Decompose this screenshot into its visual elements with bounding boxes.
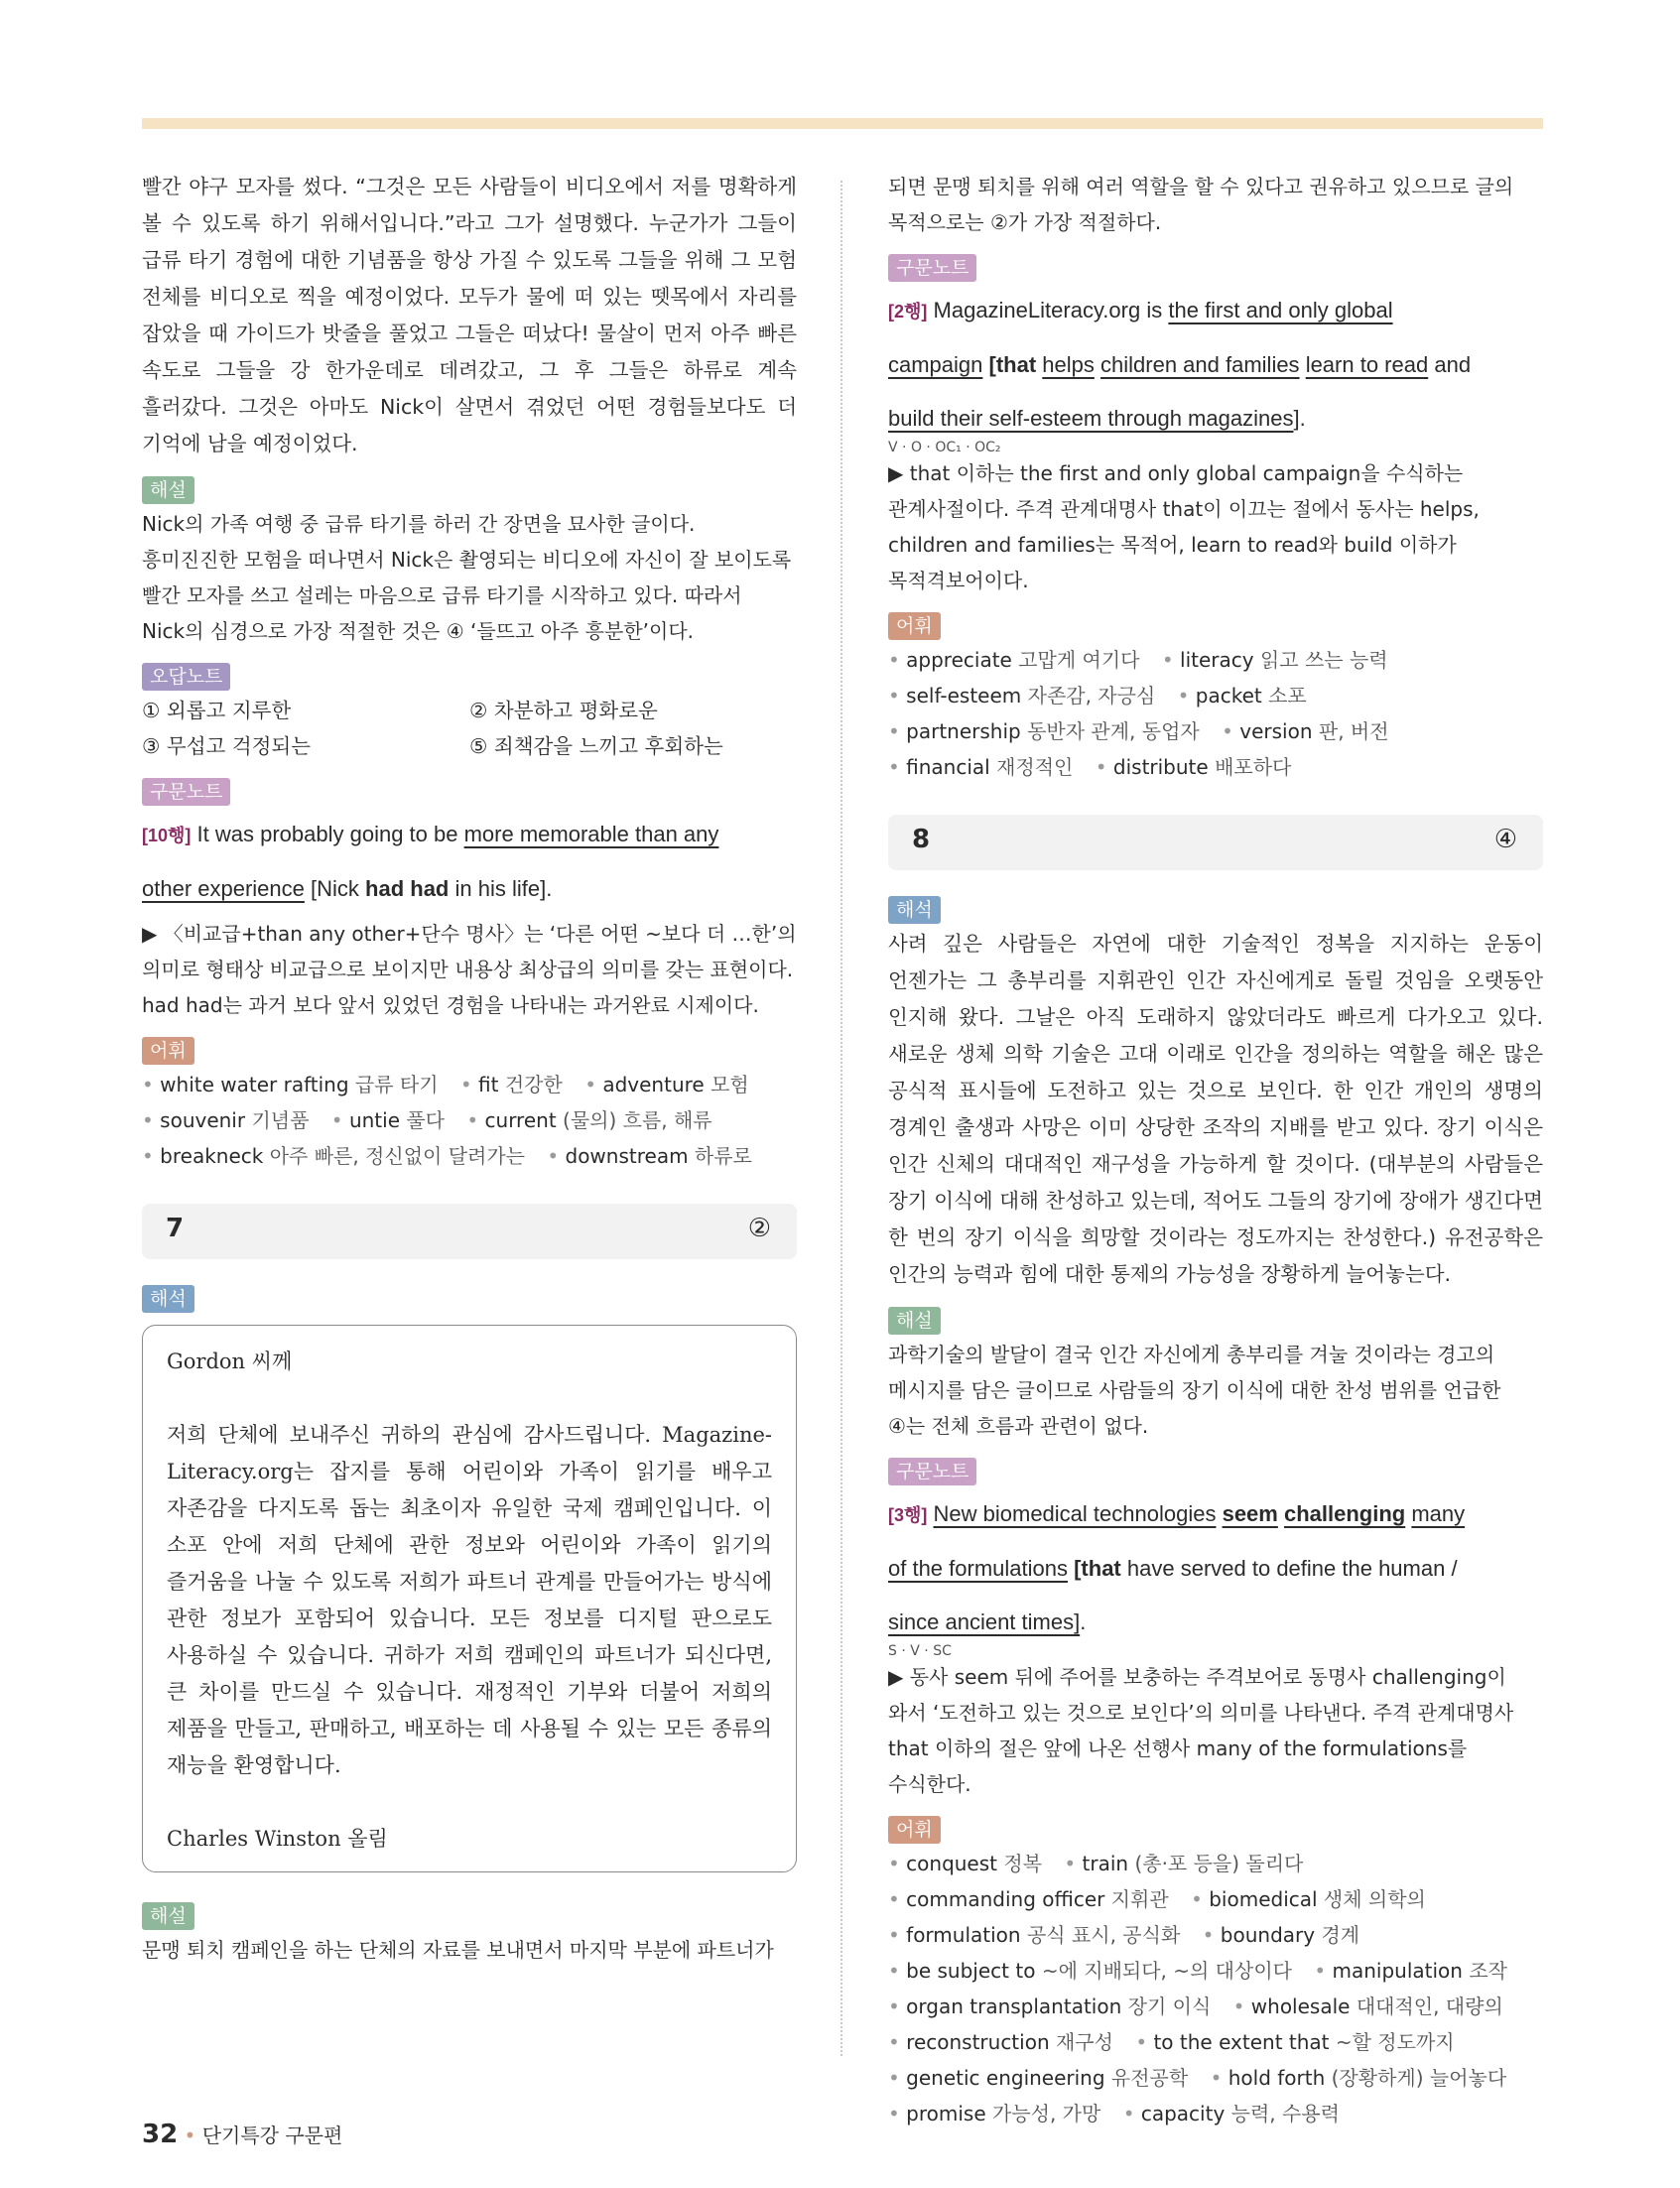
bullet-icon: • [888, 2066, 907, 2090]
vocab-meaning: 건강한 [504, 1073, 563, 1096]
sentence-part-underlined: of the formulations [888, 1556, 1068, 1581]
vocab-term: to the extent that [1153, 2030, 1330, 2054]
bullet-icon: • [888, 719, 907, 743]
vocab-item [1064, 1852, 1303, 1875]
bullet-icon: • [888, 684, 907, 708]
vocab-item [888, 2102, 1100, 2125]
vocab-item [1203, 1923, 1359, 1947]
bullet-icon: • [888, 755, 907, 779]
vocab-term: commanding officer [906, 1887, 1105, 1911]
question-answer: ④ [1493, 825, 1517, 854]
vocab-item [888, 755, 1073, 779]
gumun-explanation: ▶ 〈비교급+than any other+단수 명사〉는 ‘다른 어떤 ~보다 더 …한’의 의미로 형태상 비교급으로 보이지만 내용상 최상급의 의미를 갖는 표현이다. had had는 과거 보다 앞서 있었던 경험을 나타내는 과거완료 시제이다. [142, 922, 797, 1017]
label-s: S [888, 1643, 897, 1659]
label-v: V [910, 1643, 920, 1659]
vocab-item [1211, 2066, 1507, 2090]
question-number: 7 [166, 1214, 185, 1243]
sentence-part-underlined: more memorable than any [463, 822, 719, 846]
vocab-meaning: ~할 정도까지 [1335, 2030, 1455, 2054]
vocab-tag: 어휘 [142, 1037, 194, 1065]
vocab-item [888, 2066, 1188, 2090]
grammar-labels: V · O · OC₁ · OC₂ [888, 440, 1001, 455]
bullet-icon: • [1314, 1959, 1333, 1983]
sentence-part: ]. [1293, 406, 1306, 431]
haeseok-tag: 해석 [142, 1285, 194, 1313]
gumun-sentence-2 [888, 1487, 1543, 1649]
vocab-meaning: 조작 [1469, 1959, 1507, 1983]
label-oc2: OC₂ [974, 440, 1001, 455]
sentence-part: . [1080, 1609, 1087, 1634]
sentence-part-underlined: New biomedical technologies [933, 1501, 1217, 1526]
bullet-icon: • [888, 2102, 907, 2125]
vocab-term: financial [906, 755, 990, 779]
vocab-meaning: 판, 버전 [1318, 719, 1389, 743]
bullet-icon: • [888, 1923, 907, 1947]
vocab-meaning: (물의) 흐름, 해류 [563, 1108, 712, 1132]
bullet-icon: • [1202, 1923, 1221, 1947]
q7-haeseol-tag: 해설 [142, 1902, 194, 1930]
vocab-item [460, 1073, 563, 1096]
vocab-meaning: (총·포 등을) 돌리다 [1134, 1852, 1304, 1875]
vocab-term: downstream [565, 1144, 689, 1168]
gumun-tag: 구문노트 [888, 254, 976, 282]
sentence-part-underlined: build their self-esteem through magazines [888, 406, 1294, 431]
sentence-part-underlined: children and families [1100, 352, 1300, 377]
vocab-item [142, 1108, 309, 1132]
odap-tag: 오답노트 [142, 663, 230, 691]
label-v: V [888, 440, 898, 455]
vocab-term: formulation [906, 1923, 1021, 1947]
vocab-meaning: 자존감, 자긍심 [1027, 684, 1156, 708]
vocab-term: self-esteem [906, 684, 1022, 708]
haeseok-tag: 해석 [888, 896, 941, 924]
q7-haeseol-text: 문맹 퇴치 캠페인을 하는 단체의 자료를 보내면서 마지막 부분에 파트너가 [142, 1938, 774, 1962]
vocab-item [888, 1923, 1180, 1947]
vocab-term: manipulation [1332, 1959, 1463, 1983]
vocab-term: reconstruction [906, 2030, 1050, 2054]
book-title: 단기특강 구문편 [201, 2124, 343, 2147]
line-ref: [3행] [888, 1505, 928, 1525]
vocab-term: boundary [1220, 1923, 1316, 1947]
vocab-term: souvenir [160, 1108, 246, 1132]
haeseol-tag: 해설 [888, 1307, 941, 1335]
vocab-item [1096, 755, 1292, 779]
bullet-icon: • [184, 2124, 196, 2147]
question-header-8 [888, 815, 1543, 870]
sentence-part-underlined: since ancient times] [888, 1609, 1081, 1634]
vocab-meaning: 재구성 [1055, 2030, 1113, 2054]
bullet-icon: • [888, 1852, 907, 1875]
label-o: O [910, 440, 922, 455]
q8-translation: 사려 깊은 사람들은 자연에 대한 기술적인 정복을 지지하는 운동이 언젠가는 그 총부리를 지휘관인 인간 자신에게로 돌릴 것임을 오랫동안 인지해 왔다. 그날은 아직 도래하지 않았더라도 빠르게 다가오고 있다. 새로운 생체 의학 기술은 고대 이래로 인간을 정의하는 역할을 해온 많은 공식적 표시들에 도전하고 있는 것으로 보인다. 한 인간 개인의 생명의 경계인 출생과 사망은 이미 상당한 조작의 지배를 받고 있다. 장기 이식은 인간 신체의 대대적인 재구성을 가능하게 할 것이다. (대부분의 사람들은 장기 이식에 대해 찬성하고 있는데, 적어도 그들의 장기에 장애가 생긴다면 한 번의 장기 이식을 희망할 것이라는 정도까지는 찬성한다.) 유전공학은 인간의 능력과 힘에 대한 통제의 가능성을 장황하게 늘어놓는다. [888, 932, 1543, 1286]
vocab-meaning: 정복 [1003, 1852, 1043, 1875]
q7-haeseol-continued: 되면 문맹 퇴치를 위해 여러 역할을 할 수 있다고 권유하고 있으므로 글의 목적으로는 ②가 가장 적절하다. [888, 175, 1514, 234]
vocab-list [888, 642, 1543, 785]
vocab-term: organ transplantation [906, 1995, 1122, 2018]
vocab-meaning: 기념품 [251, 1108, 310, 1132]
vocab-term: appreciate [906, 648, 1012, 672]
vocab-meaning: 고맙게 여기다 [1018, 648, 1140, 672]
vocab-meaning: 하류로 [694, 1144, 752, 1168]
vocab-term: genetic engineering [906, 2066, 1105, 2090]
vocab-term: breakneck [160, 1144, 264, 1168]
vocab-meaning: 동반자 관계, 동업자 [1027, 719, 1200, 743]
vocab-item [1222, 719, 1388, 743]
vocab-meaning: 배포하다 [1215, 755, 1292, 779]
bullet-icon: • [466, 1108, 485, 1132]
vocab-term: version [1239, 719, 1313, 743]
option-2: ② 차분하고 평화로운 [469, 699, 658, 722]
bullet-icon: • [1222, 719, 1240, 743]
bullet-icon: • [1191, 1887, 1210, 1911]
sentence-part: in his life]. [454, 876, 553, 901]
gumun-sentence [142, 808, 797, 916]
bullet-icon: • [888, 1959, 907, 1983]
question-header-7 [142, 1204, 797, 1259]
sentence-part-bold: had had [365, 876, 450, 901]
wrong-answer-options [142, 693, 797, 764]
bullet-icon: • [1064, 1852, 1083, 1875]
vocab-item [331, 1108, 445, 1132]
sentence-part-bold: seem [1222, 1501, 1278, 1526]
page-footer [142, 2120, 342, 2149]
sentence-part: and [1434, 352, 1472, 377]
vocab-meaning: 풀다 [406, 1108, 445, 1132]
right-column [888, 169, 1543, 2131]
haeseol-tag: 해설 [142, 476, 194, 504]
vocab-meaning: ~에 지배되다, ~의 대상이다 [1041, 1959, 1292, 1983]
sentence-part-bold: challenging [1283, 1501, 1406, 1526]
gumun-tag: 구문노트 [142, 778, 230, 806]
vocab-meaning: 경계 [1321, 1923, 1360, 1947]
vocab-term: adventure [602, 1073, 705, 1096]
sentence-part-underlined: many [1411, 1501, 1466, 1526]
vocab-item [142, 1144, 525, 1168]
bullet-icon: • [330, 1108, 349, 1132]
vocab-meaning: (장황하게) 늘어놓다 [1331, 2066, 1507, 2090]
vocab-item [888, 1959, 1292, 1983]
vocab-item [1233, 1995, 1503, 2018]
bullet-icon: • [1177, 684, 1196, 708]
vocab-item [888, 1887, 1169, 1911]
question-number: 8 [912, 825, 931, 854]
vocab-item [1162, 648, 1388, 672]
vocab-item [584, 1073, 749, 1096]
vocab-meaning: 공식 표시, 공식화 [1026, 1923, 1181, 1947]
letter-body: 저희 단체에 보내주신 귀하의 관심에 감사드립니다. Magazine-Literacy.org는 잡지를 통해 어린이와 가족이 읽기를 배우고 자존감을 다지도록 돕는 최초이자 유일한 국제 캠페인입니다. 이 소포 안에 저희 단체에 관한 정보와 어린이와 가족이 읽기의 즐거움을 나눌 수 있도록 저희가 파트너 관계를 만들어가는 방식에 관한 정보가 포함되어 있습니다. 모든 정보를 디지털 판으로도 사용하실 수 있습니다. 귀하가 저희 캠페인의 파트너가 되신다면, 큰 차이를 만드실 수 있습니다. 재정적인 기부와 더불어 저희의 제품을 만들고, 판매하고, 배포하는 데 사용될 수 있는 모든 종류의 재능을 환영합니다. [167, 1423, 772, 1777]
bullet-icon: • [1122, 2102, 1141, 2125]
letter-greeting: Gordon 씨께 [167, 1350, 293, 1373]
vocab-meaning: 지휘관 [1110, 1887, 1169, 1911]
bullet-icon: • [1135, 2030, 1154, 2054]
top-accent-bar [142, 118, 1543, 129]
vocab-item [888, 684, 1155, 708]
sentence-part: It was probably going to be [196, 822, 458, 846]
gumun-tag-2: 구문노트 [888, 1458, 976, 1485]
bullet-icon: • [888, 648, 907, 672]
gumun-explanation: ▶ that 이하는 the first and only global campaign을 수식하는 관계사절이다. 주격 관계대명사 that이 이끄는 절에서 동사는 helps, children and families는 목적어, learn to read와 build 이하가 목적격보어이다. [888, 461, 1480, 592]
vocab-term: biomedical [1209, 1887, 1318, 1911]
option-5: ⑤ 죄책감을 느끼고 후회하는 [469, 734, 723, 758]
column-divider [840, 181, 842, 2056]
vocab-term: train [1082, 1852, 1129, 1875]
vocab-list-2 [888, 1846, 1543, 2131]
vocab-term: white water rafting [160, 1073, 349, 1096]
bullet-icon: • [547, 1144, 566, 1168]
vocab-list [142, 1067, 797, 1174]
bullet-icon: • [142, 1073, 161, 1096]
letter-sign: Charles Winston 올림 [167, 1827, 388, 1851]
vocab-meaning: 소포 [1268, 684, 1307, 708]
vocab-term: hold forth [1228, 2066, 1326, 2090]
vocab-meaning: 대대적인, 대량의 [1356, 1995, 1503, 2018]
vocab-term: wholesale [1250, 1995, 1351, 2018]
gumun-explanation-2: ▶ 동사 seem 뒤에 주어를 보충하는 주격보어로 동명사 challenging이 와서 ‘도전하고 있는 것으로 보인다’의 의미를 나타낸다. 주격 관계대명사 that 이하의 절은 앞에 나온 선행사 many of the formulations를 수식한다. [888, 1665, 1514, 1796]
bullet-icon: • [888, 1887, 907, 1911]
page-number: 32 [142, 2120, 179, 2149]
vocab-item [888, 1852, 1042, 1875]
vocab-term: untie [348, 1108, 400, 1132]
vocab-meaning: 읽고 쓰는 능력 [1259, 648, 1388, 672]
bullet-icon: • [1232, 1995, 1251, 2018]
vocab-term: current [484, 1108, 557, 1132]
sentence-part-underlined: campaign [888, 352, 983, 377]
bullet-icon: • [459, 1073, 479, 1096]
label-oc1: OC₁ [935, 440, 962, 455]
vocab-item [888, 2030, 1113, 2054]
bullet-icon: • [584, 1073, 603, 1096]
question-answer: ② [747, 1214, 771, 1243]
label-sc: SC [933, 1643, 952, 1659]
left-column [142, 169, 797, 1968]
vocab-tag-2: 어휘 [888, 1816, 941, 1844]
vocab-term: conquest [906, 1852, 998, 1875]
bullet-icon: • [1095, 755, 1113, 779]
letter-box [142, 1325, 797, 1872]
vocab-meaning: 능력, 수용력 [1230, 2102, 1340, 2125]
vocab-item [888, 648, 1140, 672]
vocab-item [466, 1108, 711, 1132]
vocab-meaning: 급류 타기 [354, 1073, 439, 1096]
sentence-part: MagazineLiteracy.org is [933, 298, 1163, 322]
vocab-meaning: 재정적인 [996, 755, 1074, 779]
sentence-part: [Nick [311, 876, 359, 901]
vocab-item [1191, 1887, 1426, 1911]
bullet-icon: • [888, 1995, 907, 2018]
bullet-icon: • [142, 1144, 161, 1168]
sentence-part: have served to define the human / [1126, 1556, 1458, 1581]
vocab-meaning: 모험 [711, 1073, 749, 1096]
sentence-part-bold: [that [1074, 1556, 1121, 1581]
vocab-item [1314, 1959, 1507, 1983]
vocab-term: partnership [906, 719, 1021, 743]
vocab-item [1178, 684, 1307, 708]
vocab-meaning: 유전공학 [1110, 2066, 1189, 2090]
vocab-meaning: 장기 이식 [1127, 1995, 1212, 2018]
bullet-icon: • [1161, 648, 1181, 672]
vocab-item [547, 1144, 752, 1168]
bullet-icon: • [888, 2030, 907, 2054]
sentence-part-underlined: learn to read [1305, 352, 1429, 377]
vocab-term: promise [906, 2102, 986, 2125]
vocab-item [888, 719, 1200, 743]
vocab-term: be subject to [906, 1959, 1036, 1983]
bullet-icon: • [1210, 2066, 1228, 2090]
sentence-part-underlined: helps [1042, 352, 1095, 377]
haeseol-text: Nick의 가족 여행 중 급류 타기를 하러 간 장면을 묘사한 글이다. 흥미진진한 모험을 떠나면서 Nick은 촬영되는 비디오에 자신이 잘 보이도록 빨간 모자를 쓰고 설레는 마음으로 급류 타기를 시작하고 있다. 따라서 Nick의 심경으로 가장 적절한 것은 ④ ‘들뜨고 아주 흥분한’이다. [142, 512, 792, 643]
vocab-term: literacy [1180, 648, 1254, 672]
vocab-meaning: 아주 빠른, 정신없이 달려가는 [269, 1144, 525, 1168]
bullet-icon: • [142, 1108, 161, 1132]
vocab-meaning: 가능성, 가망 [992, 2102, 1101, 2125]
vocab-item [1123, 2102, 1340, 2125]
grammar-labels-2: S · V · SC [888, 1643, 952, 1659]
vocab-meaning: 생체 의학의 [1323, 1887, 1426, 1911]
option-1: ① 외롭고 지루한 [142, 699, 292, 722]
vocab-term: fit [478, 1073, 499, 1096]
vocab-term: packet [1195, 684, 1262, 708]
vocab-item [888, 1995, 1211, 2018]
line-ref: [2행] [888, 302, 928, 322]
vocab-term: capacity [1140, 2102, 1226, 2125]
haeseol-text: 과학기술의 발달이 결국 인간 자신에게 총부리를 겨눌 것이라는 경고의 메시지를 담은 글이므로 사람들의 장기 이식에 대한 찬성 범위를 언급한 ④는 전체 흐름과 관련이 없다. [888, 1343, 1501, 1438]
vocab-term: distribute [1112, 755, 1209, 779]
option-3: ③ 무섭고 걱정되는 [142, 734, 312, 758]
vocab-tag: 어휘 [888, 612, 941, 640]
story-translation: 빨간 야구 모자를 썼다. “그것은 모든 사람들이 비디오에서 저를 명확하게 볼 수 있도록 하기 위해서입니다.”라고 그가 설명했다. 누군가가 그들이 급류 타기 경험에 대한 기념품을 항상 가질 수 있도록 그들을 위해 그 모험 전체를 비디오로 찍을 예정이었다. 모두가 물에 떠 있는 뗏목에서 자리를 잡았을 때 가이드가 밧줄을 풀었고 그들은 떠났다! 물살이 먼저 아주 빠른 속도로 그들을 강 한가운데로 데려갔고, 그 후 그들은 하류로 계속 흘러갔다. 그것은 아마도 Nick이 살면서 겪었던 어떤 경험들보다도 더 기억에 남을 예정이었다. [142, 175, 797, 455]
line-ref: [10행] [142, 826, 192, 845]
vocab-item [1135, 2030, 1454, 2054]
sentence-part-underlined: other experience [142, 876, 305, 901]
sentence-part-bold: [that [988, 352, 1037, 377]
vocab-item [142, 1073, 439, 1096]
sentence-part-underlined: the first and only global [1168, 298, 1393, 322]
gumun-sentence [888, 284, 1543, 446]
